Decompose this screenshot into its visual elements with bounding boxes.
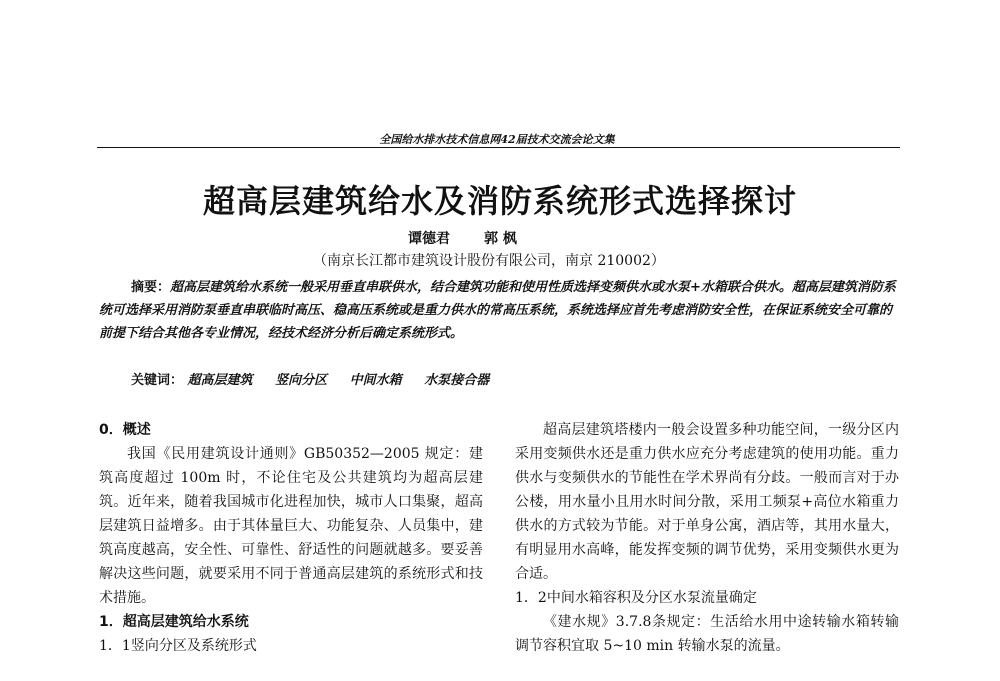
abstract-label: 摘要： <box>131 280 171 295</box>
abstract-text: 超高层建筑给水系统一般采用垂直串联供水，结合建筑功能和使用性质选择变频供水或水泵+水箱联合供水。超高层建筑消防系统可选择采用消防泵垂直串联临时高压、稳高压系统或是重力供水的常高压系统，系统选择应首先考虑消防安全性，在保证系统安全可靠的前提下结合其他各专业情况，经技术经济分析后确定系统形式。 <box>99 280 896 341</box>
right-paragraph-2: 《建水规》3.7.8条规定：生活给水用中途转输水箱转输调节容积宜取 5~10 min 转输水泵的流量。 <box>515 614 899 654</box>
affiliation: （南京长江都市建筑设计股份有限公司，南京 210002） <box>313 253 665 269</box>
journal-header: 全国给水排水技术信息网42届技术交流会论文集 <box>379 133 615 146</box>
keyword: 超高层建筑 <box>187 373 253 388</box>
right-paragraph-1: 超高层建筑塔楼内一般会设置多种功能空间，一级分区内采用变频供水还是重力供水应充分考虑建筑的使用功能。重力供水与变频供水的节能性在学术界尚有分歧。一般而言对于办公楼，用水量小且用水时间分散，采用工频泵+高位水箱重力供水的方式较为节能。对于单身公寓，酒店等，其用水量大，有明显用水高峰，能发挥变频的调节优势，采用变频供水更为合适。 <box>515 422 899 582</box>
keyword: 水泵接合器 <box>424 373 490 388</box>
right-column <box>515 418 899 658</box>
section-0-paragraph: 我国《民用建筑设计通则》GB50352—2005 规定：建筑高度超过 100m 时，不论住宅及公共建筑均为超高层建筑。近年来，随着我国城市化进程加快，城市人口集聚，超高层建筑日益增多。由于其体量巨大、功能复杂、人员集中，建筑高度越高，安全性、可靠性、舒适性的问题就越多。要妥善解决这些问题，就要采用不同于普通高层建筑的系统形式和技术措施。 <box>99 446 483 606</box>
header-rule <box>97 147 900 148</box>
author-1: 谭德君 <box>408 231 450 247</box>
authors <box>408 228 517 248</box>
author-2: 郭 枫 <box>484 231 517 247</box>
keyword: 中间水箱 <box>349 373 402 388</box>
keywords-label: 关键词： <box>131 373 184 388</box>
keyword: 竖向分区 <box>275 373 328 388</box>
paper-title: 超高层建筑给水及消防系统形式选择探讨 <box>202 182 797 220</box>
left-column <box>99 418 483 658</box>
keywords <box>131 369 507 388</box>
abstract <box>99 276 899 345</box>
section-heading-0: 0．概述 <box>99 422 151 438</box>
section-heading-1: 1．超高层建筑给水系统 <box>99 614 249 630</box>
subsection-heading-1-2: 1．2中间水箱容积及分区水泵流量确定 <box>515 590 757 606</box>
subsection-heading-1-1: 1．1竖向分区及系统形式 <box>99 638 257 654</box>
